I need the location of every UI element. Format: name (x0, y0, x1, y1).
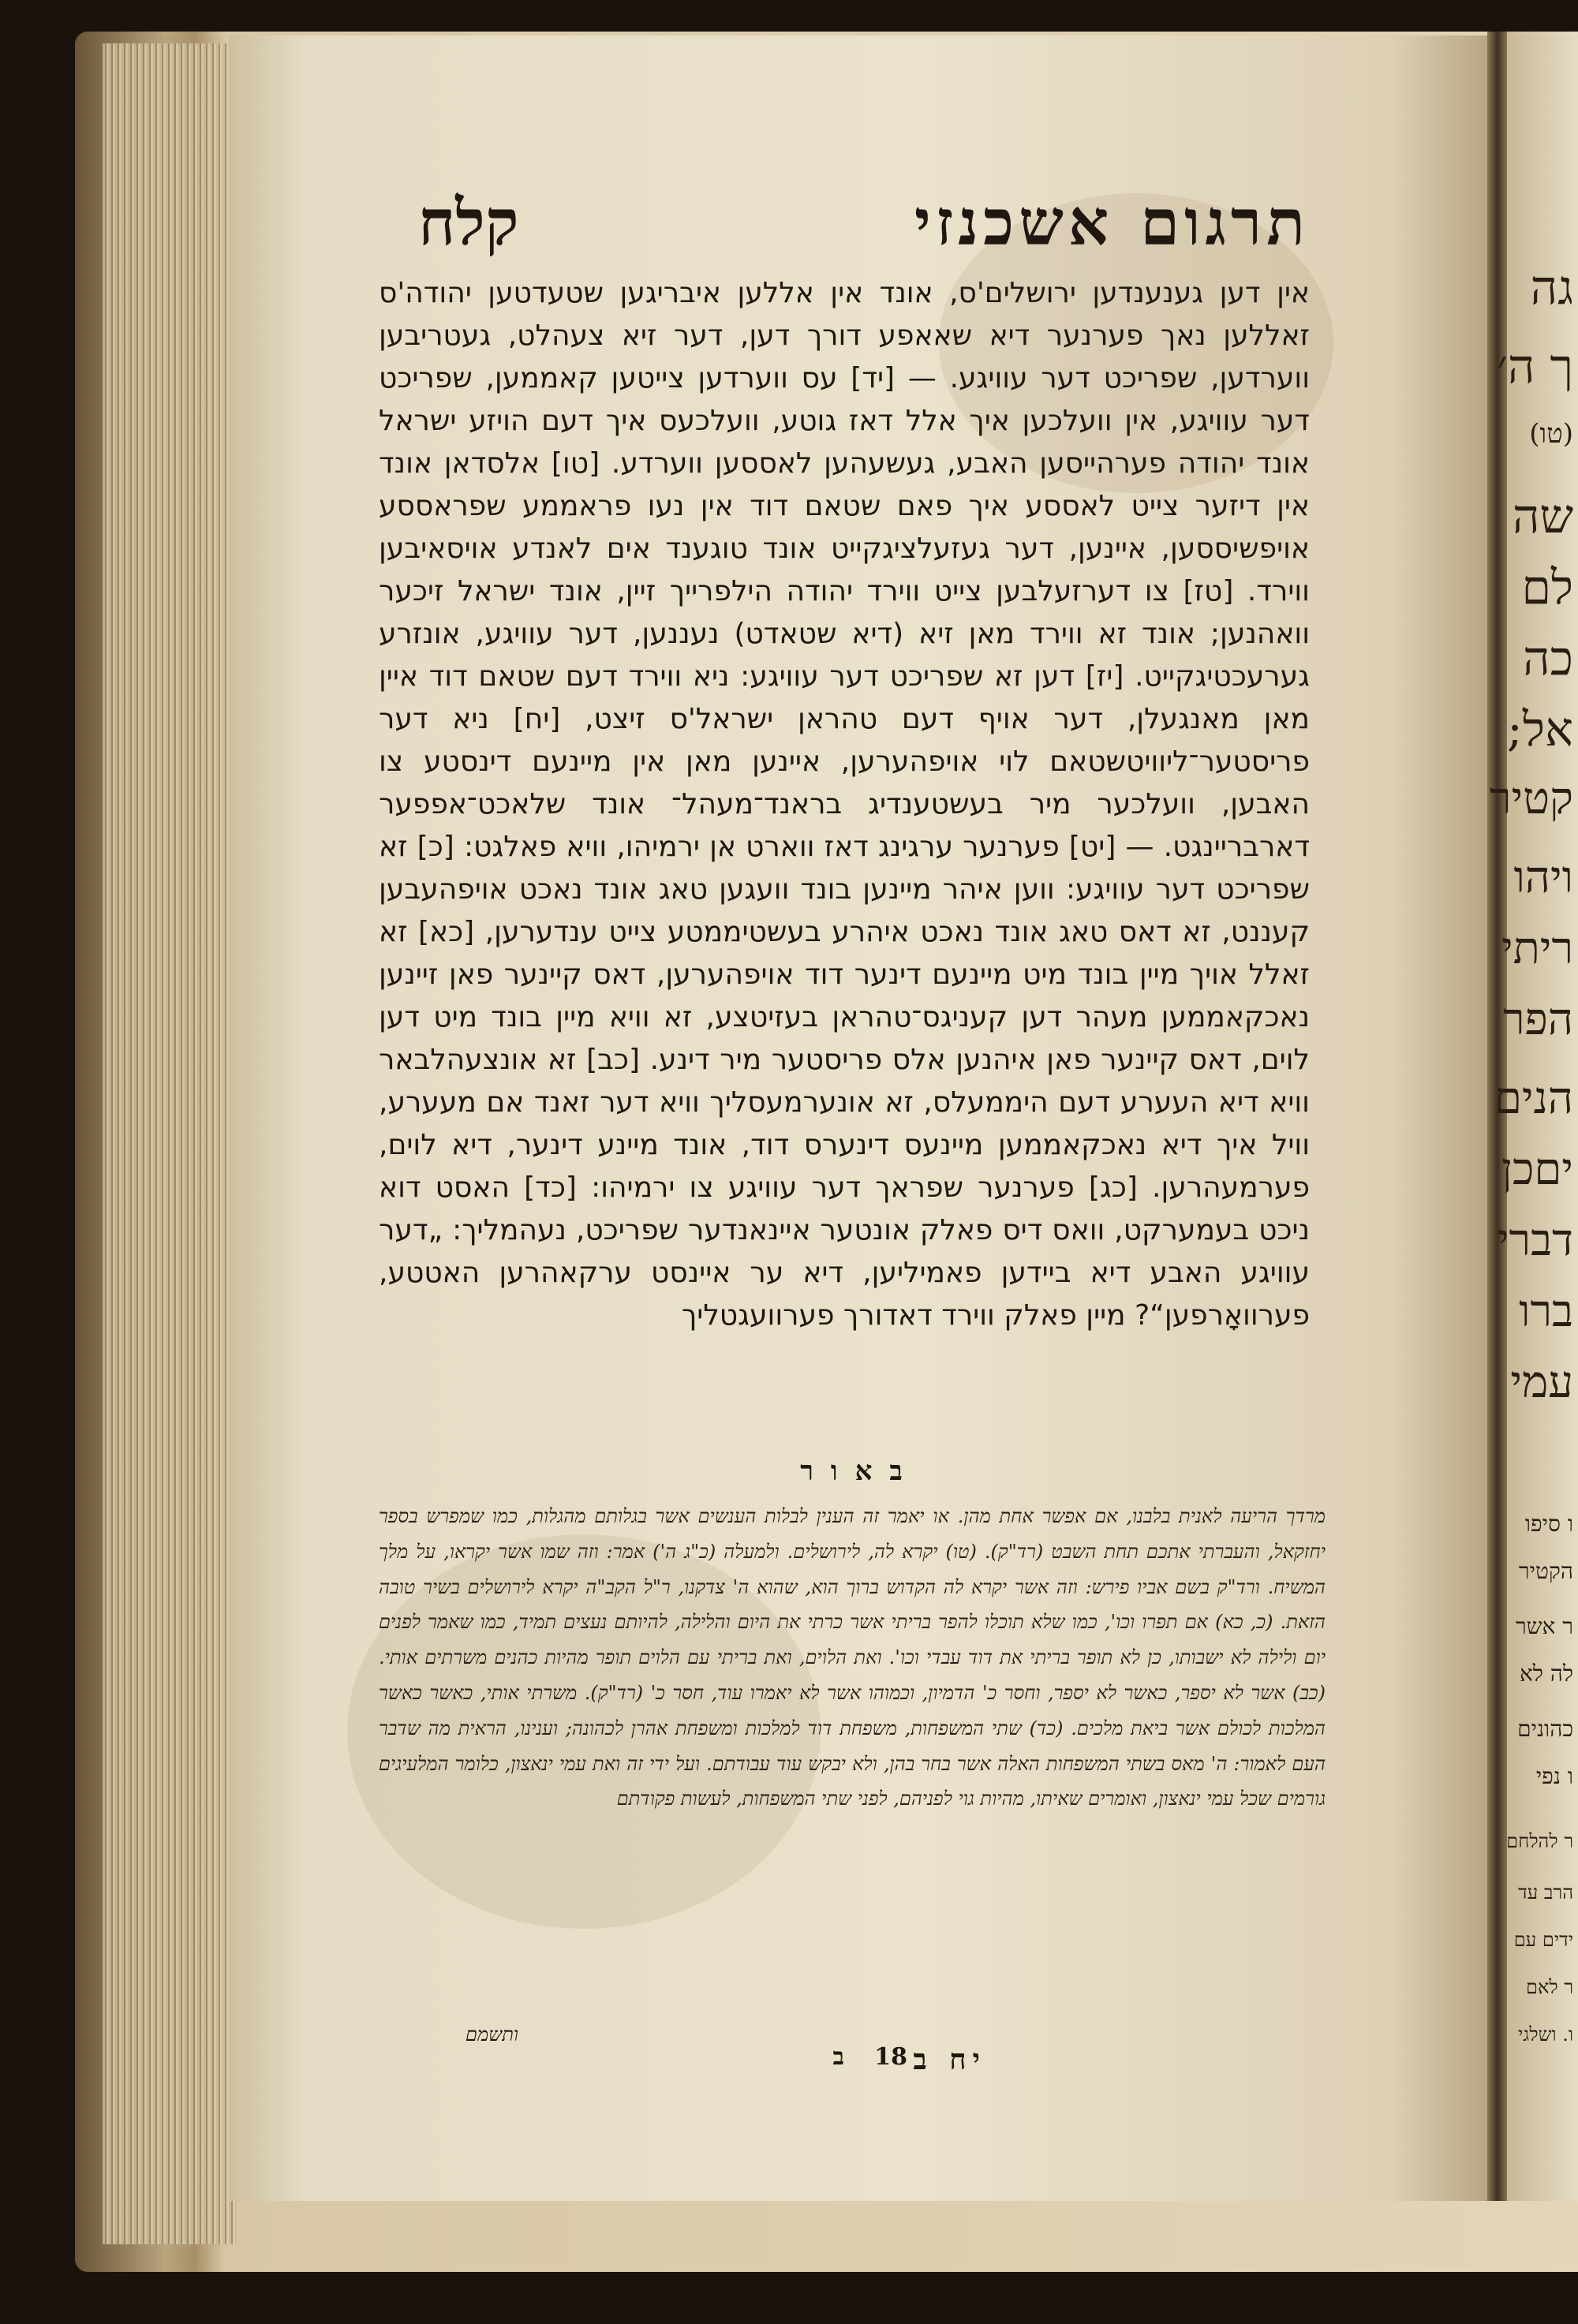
folio-number: קלח (418, 185, 519, 260)
facing-page-line: ריתי (1501, 923, 1573, 974)
page-title: תרגום אשכנזי (914, 185, 1310, 260)
body-paragraph: אין דען גענענדען ירושלים'ס, אונד אין אללען איבריגען שטעדטען יהודה'ס זאללען נאך פערנער דיא שאאפע דורך דען, דער זיא צעהלט, געטריבען ווערדען, שפריכט דער עוויגע. — [יד] עס ווערדען צייטען קאממען, שפריכט דער עוויגע, אין וועלכען איך אלל דאז גוטע, וועלכעס איך דעם הויזע ישראל אונד יהודה פערהייסען האבע, געשעהען לאססען ווערדע. [טו] אלסדאן אונד אין דיזער צייט לאססע איך פאם שטאם דוד אין נעו פראממע שפראססע אויפשיססען, איינען, דער געזעלציגקייט אונד טוגענד אים לאנדע אויסאיבען ווירד. [טז] צו דערזעלבען צייט ווירד יהודה הילפרייך זיין, אונד ישראל זיכער וואהנען; אונד זא ווירד מאן זיא (דיא שטאדט) נעננען, דער עוויגע, אונזרע גערעכטיגקייט. [יז] דען זא שפריכט דער עוויגע: ניא ווירד דעם שטאם דוד איין מאן מאנגעלן, דער אויף דעם טהראן ישראל'ס זיצט, [יח] ניא דער פריסטער־ליוויטשטאם לוי אויפהערען, איינען מאן אין מיינעם דינסטע צו האבען, וועלכער מיר בעשטענדיג בראנד־מעהל־ אונד שלאכט־אפפער דארבריינגט. — [יט] פערנער ערגינג דאז ווארט אן ירמיהו, וויא פאלגט: [כ] זא שפריכט דער עוויגע: ווען איהר מיינען בונד וועגען טאג אונד נאכט אויפהעבען קעננט, זא דאס טאג אונד נאכט איהרע בעשטיממטע צייט ענדערען, [כא] זא זאלל אויך מיין בונד מיט מיינעם דינער דוד אויפהערען, דאס קיינער פאן זיינען נאכקאממען מעהר דען קעניגס־טהראן בעזיטצע, זא וויא מיין בונד מיט דען לוים, דאס קיינער פאן איהנען אלס פריסטער מיר דינע. [כב] זא אונצעהלבאר וויא דיא העערע דעם היממעלס, זא אונערמעסליך וויא דער זאנד אם מעערע, וויל איך דיא נאכקאממען מיינעס דינערס דוד, אונד מיינע דינער, דיא לוים, פערמעהרען. [כג] פערנער שפראך דער עוויגע צו ירמיהו: [כד] האסט דוא ניכט בעמערקט, וואס דיס פאלק אונטער איינאנדער שפריכט, נעהמליך: „דער עוויגע האבע דיא ביידען פאמיליען, דיא ער איינסט ערקאהרען האטטע, פערוואָרפען“? מיין פאלק ווירד דאדורך פערוועגטליך (379, 277, 1310, 1332)
facing-page-line: כהונים (1517, 1716, 1573, 1742)
facing-page-line: (טו) (1529, 418, 1573, 450)
facing-page-line: ך ה׳ (1497, 339, 1573, 394)
facing-page-line: ר אשר (1515, 1613, 1573, 1639)
facing-page-line: ר להלחם (1506, 1830, 1573, 1852)
facing-page-line: הפר (1502, 994, 1573, 1045)
commentary-heading: באור (800, 1455, 920, 1487)
facing-page-line: דברי (1497, 1215, 1573, 1266)
facing-page-line: כה (1523, 631, 1573, 686)
facing-page-line: ר לאם (1525, 1976, 1573, 1998)
facing-page-line: הקטיר (1518, 1558, 1573, 1584)
facing-page-line: לה לא (1519, 1661, 1573, 1687)
facing-page-line: ו נפי (1535, 1763, 1573, 1789)
running-header (229, 154, 1491, 280)
facing-page (1490, 32, 1578, 2201)
facing-page-line: עמי (1510, 1357, 1573, 1408)
facing-page-line: גה (1530, 260, 1573, 316)
facing-page-line: ידים עם (1513, 1929, 1573, 1951)
book-page (229, 35, 1491, 2201)
facing-page-line: אל; (1506, 702, 1573, 757)
facing-page-line: ויהו (1513, 852, 1573, 903)
facing-page-line: יםכן (1501, 1144, 1573, 1195)
page-footer (229, 2043, 1491, 2090)
signature-mark: יח ב (913, 2043, 986, 2076)
page-stack-edge (103, 43, 237, 2244)
catchword: ותשמם (466, 2023, 518, 2046)
facing-page-line: הנים (1494, 1073, 1573, 1124)
commentary-paragraph: מרדך הריעה לאנית בלבנו, אם אפשר אחת מהן. או יאמר זה הענין לבלות הענשים אשר בגלותם מהגלות, כמו שמפרש בספר יחזקאל, והעברתי אתכם תחת השבט (רד"ק). (טו) יקרא לה, לירושלים. ולמעלה (כ"ג ה') אמר: וזה שמו אשר יקראו, על מלך המשיח. ורד"ק בשם אביו פירש: וזה אשר יקרא לה הקדוש ברוך הוא, שהוא ה' צדקנו, ר"ל הקב"ה יקרא לירושלים בשיר טובה הזאת. (כ, כא) אם תפרו וכו', כמו שלא תוכלו להפר בריתי אשר כרתי את היום והלילה, להיותם נעצים תמיד, כמו שאמר לפנים יום ולילה לא ישבותו, כן לא תופר בריתי את דוד עבדי וכו'. ואת הלוים, ואת בריתי עם הלוים תופר מהיות כהנים משרתים אותי. (כב) אשר לא יספר, כאשר לא יספר, וחסר כ' הדמיון, וכמוהו אשר לא יאמרו עוד, חסר כ' (רד"ק). משרתי אותי, כאשר כאשר המלכות לכולם אשר ביאת מלכים. (כד) שתי המשפחות, משפחת דוד למלכות ומשפחת אהרן לכהונה; וענינו, הראית מה שדבר העם לאמור: ה' מאס בשתי המשפחות האלה אשר בחר בהן, ולא יבקש עוד עבודתם. ועל ידי זה ואת עמי ינאצון, כלומר המלעיגים גורמים שכל עמי ינאצון, ואומרים שאיתו, מהיות גוי לפניהם, לפני שתי המשפחות, לעשות פקודתם (379, 1505, 1326, 1810)
facing-page-line: הרב עד (1518, 1881, 1573, 1904)
facing-page-line: ו. ושלגי (1518, 2023, 1573, 2046)
facing-page-line: לם (1521, 560, 1573, 615)
facing-page-line: שה (1513, 489, 1573, 544)
facing-page-line: ו סיפו (1524, 1511, 1573, 1537)
signature-letter: ב (832, 2043, 844, 2071)
commentary-block (379, 1499, 1326, 1817)
main-text-block (379, 272, 1310, 1337)
signature-number: 18 (874, 2043, 907, 2071)
facing-page-line: קטיר (1490, 773, 1573, 824)
facing-page-line: ברו (1519, 1286, 1573, 1337)
